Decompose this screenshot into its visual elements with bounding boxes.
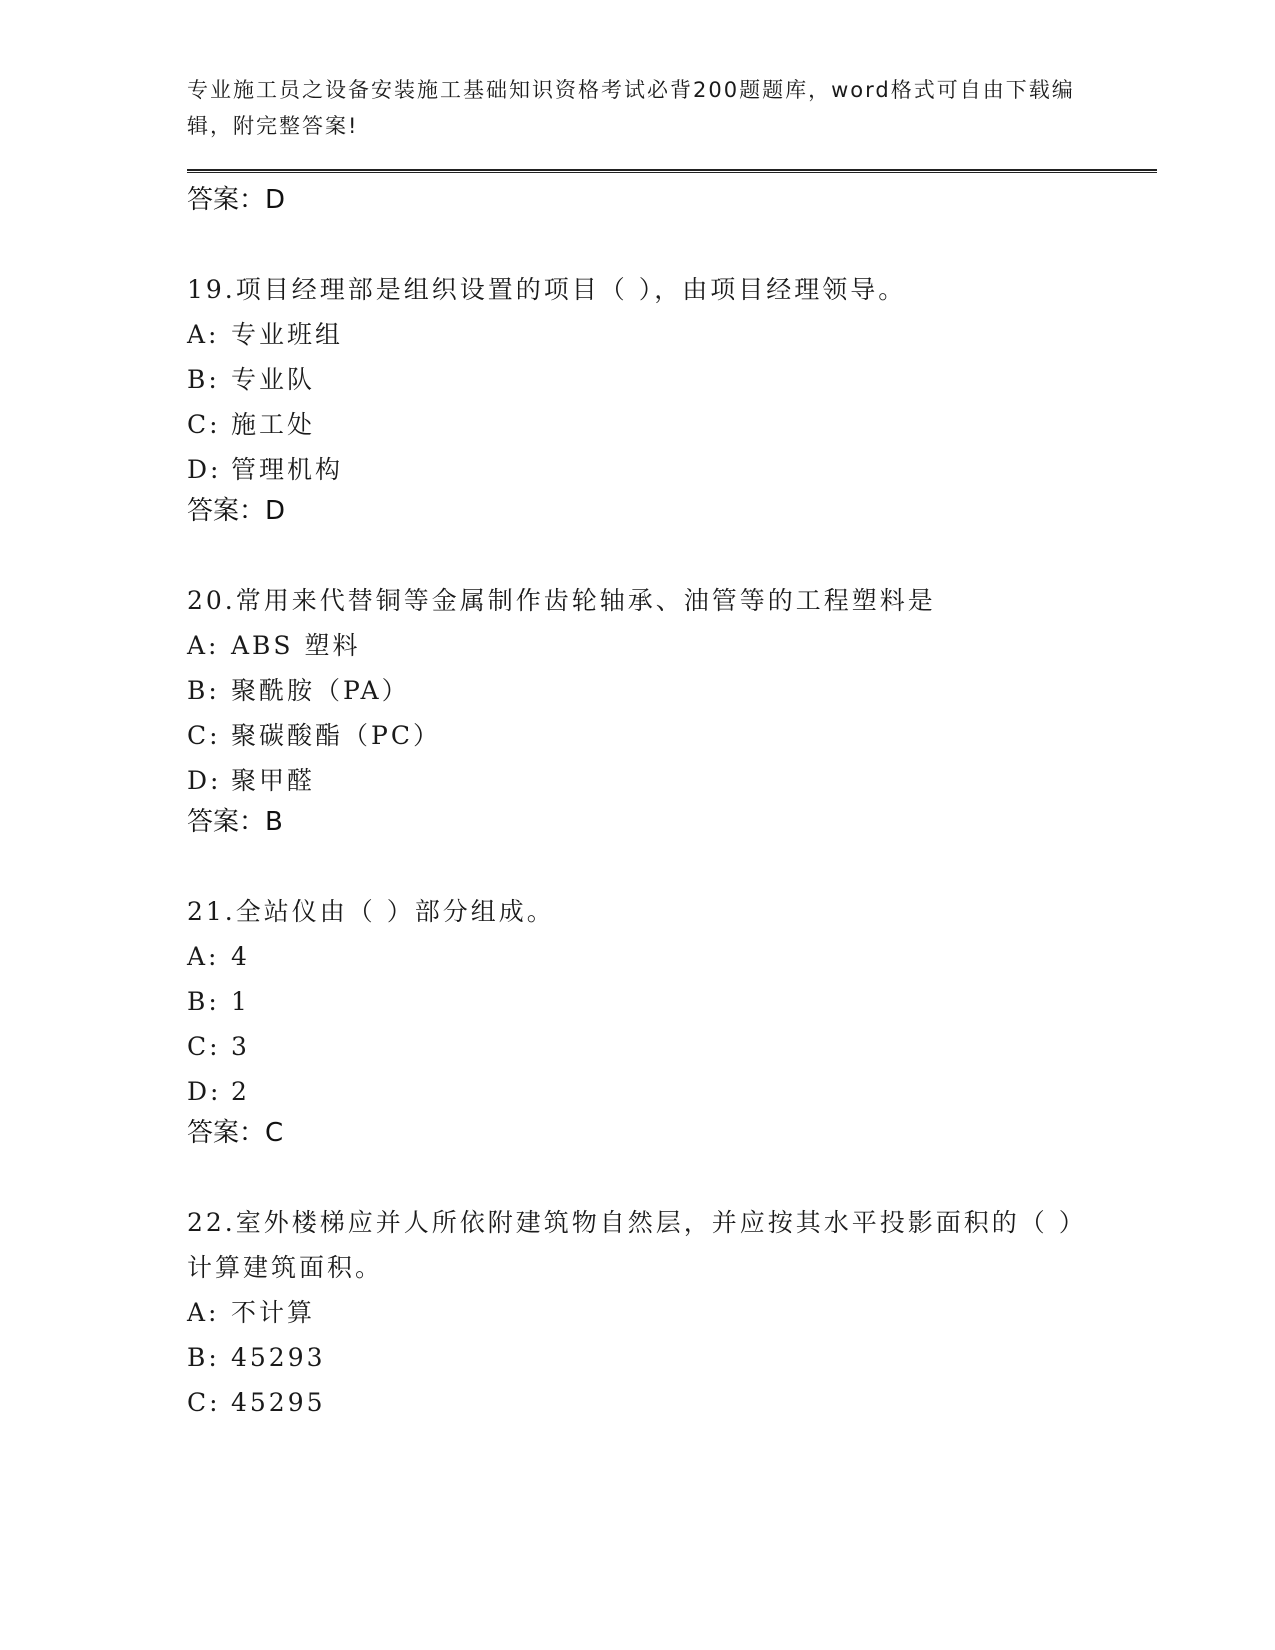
option-c bbox=[187, 713, 1157, 758]
question-20 bbox=[187, 578, 1157, 839]
option-label: B: bbox=[187, 987, 220, 1016]
document-page bbox=[187, 72, 1157, 1425]
option-text: 管理机构 bbox=[231, 455, 344, 484]
option-b bbox=[187, 668, 1157, 713]
option-label: C: bbox=[187, 1388, 221, 1417]
option-text: 45293 bbox=[231, 1343, 326, 1372]
option-text: 专业队 bbox=[231, 365, 316, 394]
option-text: 聚酰胺（PA） bbox=[231, 676, 410, 705]
option-text: 聚甲醛 bbox=[231, 766, 316, 795]
option-label: C: bbox=[187, 721, 221, 750]
question-19 bbox=[187, 267, 1157, 528]
option-label: A: bbox=[187, 631, 220, 660]
option-label: B: bbox=[187, 365, 220, 394]
option-label: C: bbox=[187, 410, 221, 439]
option-c bbox=[187, 402, 1157, 447]
option-label: D: bbox=[187, 766, 222, 795]
previous-answer: 答案：D bbox=[187, 185, 286, 215]
question-text: 22.室外楼梯应并人所依附建筑物自然层，并应按其水平投影面积的（ ）计算建筑面积。 bbox=[187, 1208, 1087, 1282]
option-a bbox=[187, 934, 1157, 979]
option-label: A: bbox=[187, 942, 220, 971]
option-text: ABS 塑料 bbox=[231, 631, 361, 660]
option-label: B: bbox=[187, 676, 220, 705]
option-text: 聚碳酸酯（PC） bbox=[231, 721, 441, 750]
question-21 bbox=[187, 889, 1157, 1150]
option-c bbox=[187, 1024, 1157, 1069]
option-c bbox=[187, 1380, 1157, 1425]
option-text: 3 bbox=[231, 1032, 250, 1061]
option-text: 1 bbox=[231, 987, 250, 1016]
option-label: B: bbox=[187, 1343, 220, 1372]
option-d bbox=[187, 1069, 1157, 1114]
option-label: C: bbox=[187, 1032, 221, 1061]
option-a bbox=[187, 1290, 1157, 1335]
option-label: D: bbox=[187, 1077, 222, 1106]
option-b bbox=[187, 1335, 1157, 1380]
option-d bbox=[187, 447, 1157, 492]
option-b bbox=[187, 979, 1157, 1024]
option-a bbox=[187, 312, 1157, 357]
question-text: 19.项目经理部是组织设置的项目（ ），由项目经理领导。 bbox=[187, 275, 907, 304]
header-divider bbox=[187, 169, 1157, 173]
option-text: 2 bbox=[231, 1077, 250, 1106]
option-text: 4 bbox=[231, 942, 250, 971]
option-label: A: bbox=[187, 320, 220, 349]
option-text: 45295 bbox=[231, 1388, 326, 1417]
option-b bbox=[187, 357, 1157, 402]
option-label: A: bbox=[187, 1298, 220, 1327]
option-d bbox=[187, 758, 1157, 803]
answer: 答案：C bbox=[187, 1118, 284, 1148]
option-label: D: bbox=[187, 455, 222, 484]
question-22 bbox=[187, 1200, 1157, 1425]
option-text: 不计算 bbox=[231, 1298, 316, 1327]
option-a bbox=[187, 623, 1157, 668]
answer: 答案：B bbox=[187, 807, 283, 837]
option-text: 专业班组 bbox=[231, 320, 344, 349]
option-text: 施工处 bbox=[231, 410, 316, 439]
question-text: 21.全站仪由（ ）部分组成。 bbox=[187, 897, 555, 926]
question-text: 20.常用来代替铜等金属制作齿轮轴承、油管等的工程塑料是 bbox=[187, 586, 936, 615]
answer: 答案：D bbox=[187, 496, 286, 526]
document-header: 专业施工员之设备安装施工基础知识资格考试必背200题题库，word格式可自由下载编辑，附完整答案! bbox=[187, 78, 1075, 138]
